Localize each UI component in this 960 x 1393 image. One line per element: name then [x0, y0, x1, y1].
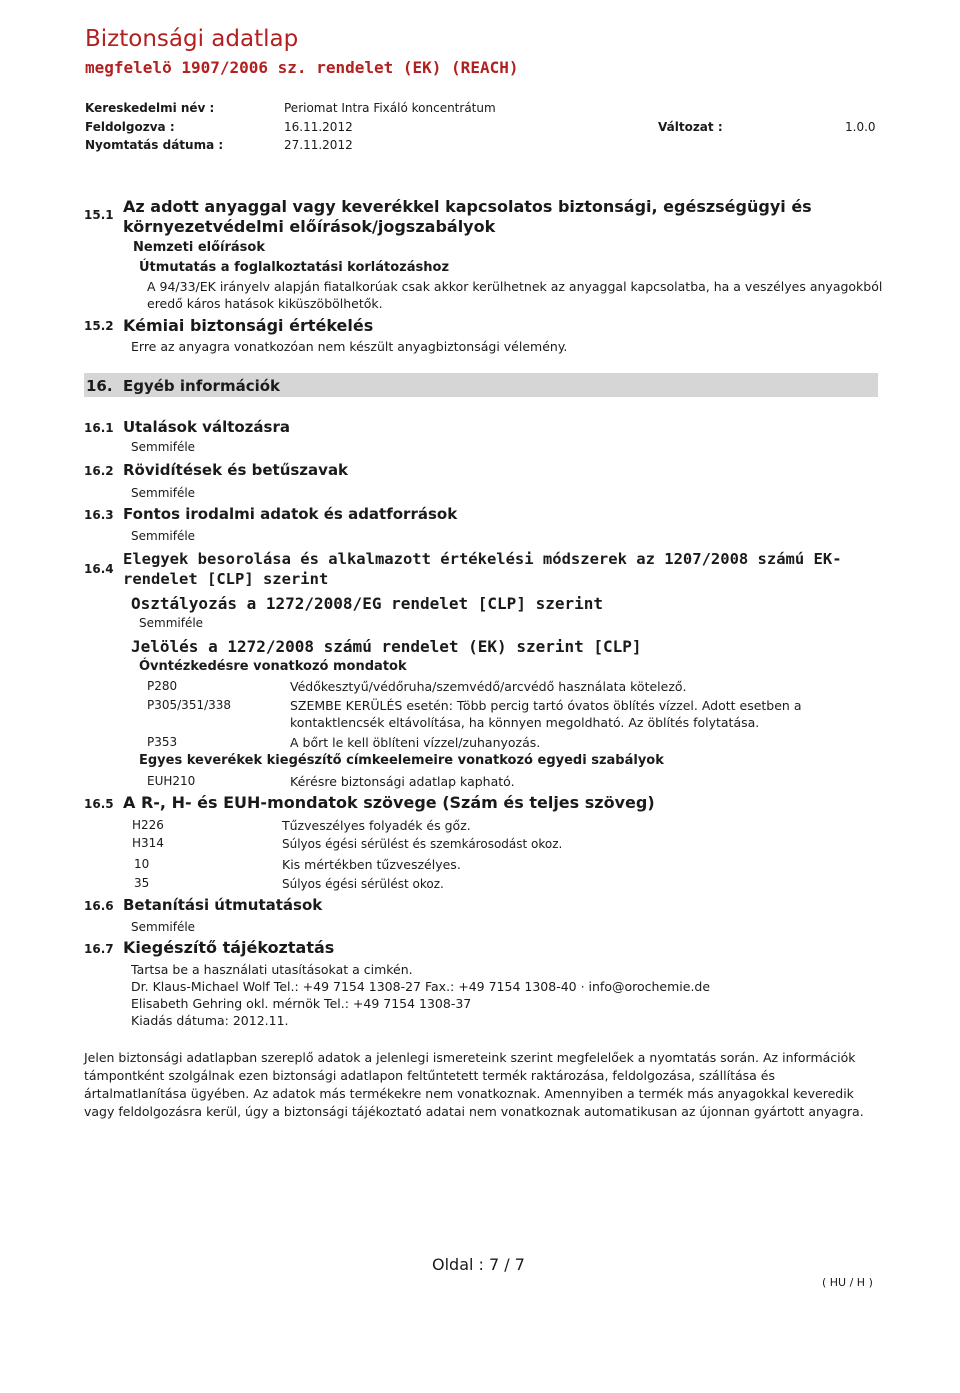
section-15-2-text: Erre az anyagra vonatkozóan nem készült anyagbiztonsági vélemény. [131, 339, 568, 354]
processed-value: 16.11.2012 [284, 120, 353, 134]
section-16-7-title: Kiegészítő tájékoztatás [123, 938, 335, 957]
section-16-title: Egyéb információk [123, 377, 281, 395]
section-16-2-title: Rövidítések és betűszavak [123, 461, 349, 479]
section-16-2-value: Semmiféle [131, 486, 196, 500]
section-16-3-value: Semmiféle [131, 529, 196, 543]
additional-info-line: Tartsa be a használati utasításokat a cimkén. [131, 962, 413, 977]
section-16-5-title: A R-, H- és EUH-mondatok szövege (Szám és teljes szöveg) [123, 793, 655, 812]
euh-code: EUH210 [147, 774, 196, 788]
phrase-code: H314 [132, 836, 164, 850]
processed-label: Feldolgozva : [85, 120, 175, 134]
section-16-4-title-line1: Elegyek besorolása és alkalmazott értékelési módszerek az 1207/2008 számú EK- [123, 550, 842, 568]
section-15-1-title-line1: Az adott anyaggal vagy keverékkel kapcsolatos biztonsági, egészségügyi és [123, 197, 812, 216]
section-16-6-title: Betanítási útmutatások [123, 896, 323, 914]
section-15-2-title: Kémiai biztonsági értékelés [123, 316, 374, 335]
phrase-text: Súlyos égési sérülést és szemkárosodást okoz. [282, 837, 563, 851]
statement-code: P280 [147, 679, 178, 693]
phrase-code: 35 [134, 876, 150, 890]
section-number: 16.1 [84, 421, 114, 435]
employment-text-line2: eredő káros hatások kiküszöbölhetők. [147, 296, 383, 311]
phrase-text: Súlyos égési sérülést okoz. [282, 877, 444, 891]
issue-date-line: Kiadás dátuma: 2012.11. [131, 1013, 289, 1028]
section-number: 16.7 [84, 942, 114, 956]
special-rules-heading: Egyes keverékek kiegészítő címkeelemeire vonatkozó egyedi szabályok [139, 753, 664, 768]
page-number: Oldal : 7 / 7 [432, 1255, 525, 1274]
section-16-1-value: Semmiféle [131, 440, 196, 454]
section-number: 16.6 [84, 899, 114, 913]
trade-name-value: Periomat Intra Fixáló koncentrátum [284, 101, 496, 115]
employment-guidance-heading: Útmutatás a foglalkoztatási korlátozáshoz [139, 260, 450, 275]
document-title: Biztonsági adatlap [85, 26, 299, 52]
section-number: 15.1 [84, 208, 114, 222]
labelling-title: Jelölés a 1272/2008 számú rendelet (EK) szerint [CLP] [131, 637, 642, 656]
statement-text-continued: kontaktlencsék eltávolítása, ha könnyen megoldható. Az öblítés folytatása. [290, 715, 760, 730]
section-number: 16.5 [84, 797, 114, 811]
employment-text-line1: A 94/33/EK irányelv alapján fiatalkorúak csak akkor kerülhetnek az anyaggal kapcsolatba, ha a veszélyes anyagokból [147, 279, 883, 294]
section-16-number: 16. [86, 377, 113, 395]
version-label: Változat : [658, 120, 723, 134]
section-15-1-title-line2: környezetvédelmi előírások/jogszabályok [123, 217, 496, 236]
section-16-1-title: Utalások változásra [123, 418, 290, 436]
section-number: 15.2 [84, 319, 114, 333]
phrase-text: Tűzveszélyes folyadék és gőz. [282, 818, 471, 833]
statement-text: A bőrt le kell öblíteni vízzel/zuhanyozás. [290, 735, 541, 750]
locale-code: ( HU / H ) [822, 1276, 873, 1289]
section-number: 16.4 [84, 562, 114, 576]
classification-value: Semmiféle [139, 616, 204, 630]
version-value: 1.0.0 [845, 120, 876, 134]
section-16-4-title-line2: rendelet [CLP] szerint [123, 570, 329, 588]
section-16-3-title: Fontos irodalmi adatok és adatforrások [123, 505, 458, 523]
print-date-value: 27.11.2012 [284, 138, 353, 152]
phrase-code: H226 [132, 818, 164, 832]
section-16-6-value: Semmiféle [131, 920, 196, 934]
phrase-code: 10 [134, 857, 150, 871]
classification-title: Osztályozás a 1272/2008/EG rendelet [CLP] szerint [131, 594, 604, 613]
precaution-statements-heading: Óvntézkedésre vonatkozó mondatok [139, 659, 407, 674]
trade-name-label: Kereskedelmi név : [85, 101, 215, 115]
phrase-text: Kis mértékben tűzveszélyes. [282, 857, 461, 872]
contact-line: Dr. Klaus-Michael Wolf Tel.: +49 7154 1308-27 Fax.: +49 7154 1308-40 · info@orochemie.de [131, 979, 711, 994]
statement-text: SZEMBE KERÜLÉS esetén: Több percig tartó óvatos öblítés vízzel. Adott esetben a [290, 698, 802, 713]
section-number: 16.3 [84, 508, 114, 522]
print-date-label: Nyomtatás dátuma : [85, 138, 224, 152]
statement-code: P353 [147, 735, 178, 749]
contact-line: Elisabeth Gehring okl. mérnök Tel.: +49 7154 1308-37 [131, 996, 472, 1011]
national-regulations-heading: Nemzeti előírások [133, 240, 265, 255]
euh-text: Kérésre biztonsági adatlap kapható. [290, 774, 515, 789]
section-number: 16.2 [84, 464, 114, 478]
document-subtitle: megfelelö 1907/2006 sz. rendelet (EK) (REACH) [85, 58, 519, 77]
statement-code: P305/351/338 [147, 698, 232, 712]
disclaimer-text: Jelen biztonsági adatlapban szereplő adatok a jelenlegi ismereteink szerint megfelelőek a nyomtatás során. Az információk támpontként szolgálnak ezen biztonsági adatlapon feltűntetett termék raktározása, feldolgozása, szállítása és ártalmatlanítása ügyében. Az adatok más termékekre nem vonatkoznak. Amennyiben a termék más anyagokkal keveredik vagy feldolgozásra kerül, úgy a biztonsági tájékoztató adatai nem vonatkoznak automatikusan az újonnan gyártott anyagra. [84, 1050, 864, 1119]
statement-text: Védőkesztyű/védőruha/szemvédő/arcvédő használata kötelező. [290, 679, 687, 694]
